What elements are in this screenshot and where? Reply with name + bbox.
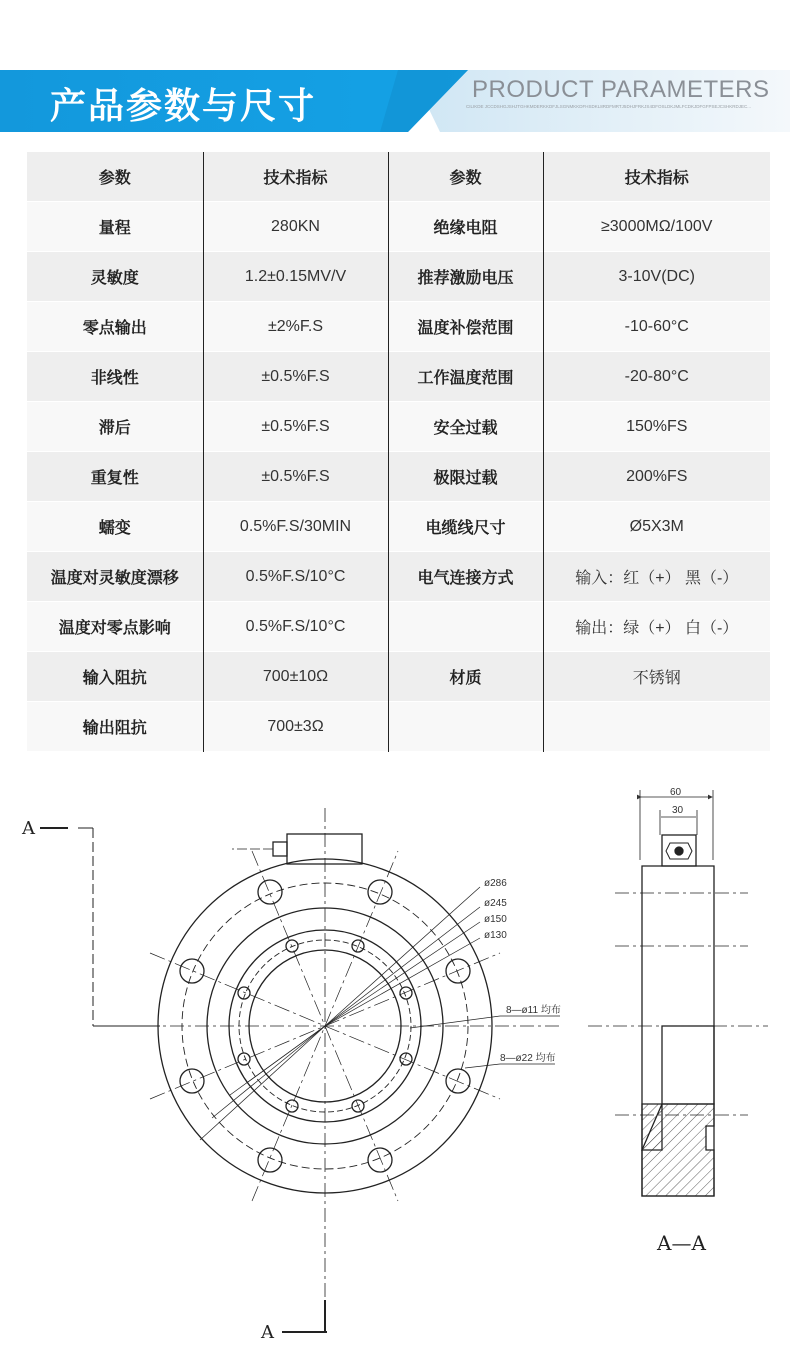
- param-name: 电缆线尺寸: [388, 502, 543, 552]
- dim-width-30: 30: [672, 805, 684, 816]
- param-value: -10-60°C: [543, 302, 770, 352]
- table-row: [27, 252, 770, 302]
- param-name: 工作温度范围: [388, 352, 543, 402]
- param-value: Ø5X3M: [543, 502, 770, 552]
- section-markers: [40, 828, 327, 1332]
- param-value: ±0.5%F.S: [203, 352, 388, 402]
- table-row: [27, 702, 770, 752]
- dim-d286: ø286: [484, 878, 507, 889]
- param-name: 温度对灵敏度漂移: [27, 552, 203, 602]
- dimension-drawing: [0, 760, 790, 1360]
- param-value: ≥3000MΩ/100V: [543, 202, 770, 252]
- page-title-en: PRODUCT PARAMETERS: [472, 76, 770, 103]
- header-cell: 参数: [27, 152, 203, 202]
- dim-holes-large: 8—ø22 均布: [500, 1053, 556, 1064]
- section-marker-top: A: [22, 818, 35, 839]
- table-row: [27, 452, 770, 502]
- param-name: [388, 702, 543, 752]
- parameters-table: [27, 152, 770, 752]
- param-name: 量程: [27, 202, 203, 252]
- param-value: 输入：红（+） 黑（-）: [543, 552, 770, 602]
- param-value: 150%FS: [543, 402, 770, 452]
- param-name: 材质: [388, 652, 543, 702]
- param-name: 重复性: [27, 452, 203, 502]
- param-name: 灵敏度: [27, 252, 203, 302]
- param-value: 700±3Ω: [203, 702, 388, 752]
- dim-holes-small: 8—ø11 均布: [506, 1005, 561, 1016]
- param-name: 非线性: [27, 352, 203, 402]
- param-value: -20-80°C: [543, 352, 770, 402]
- param-name: 推荐激励电压: [388, 252, 543, 302]
- param-name: 电气连接方式: [388, 552, 543, 602]
- dim-width-60: 60: [670, 787, 682, 798]
- param-value: ±2%F.S: [203, 302, 388, 352]
- table-row: [27, 602, 770, 652]
- dim-d150: ø150: [484, 914, 507, 925]
- table-row: [27, 502, 770, 552]
- banner-fine-print: CILIKDE JCCDSHGJSHJTGHKMDERKKDFJLSGNMKKDFHSDKL8RDFMRTJ5DHJFRKJS4DFOSLDKJMLFCDKJDFGFPSEJCSHKRDJEC...: [466, 104, 751, 109]
- param-value: 0.5%F.S/30MIN: [203, 502, 388, 552]
- param-value: ±0.5%F.S: [203, 402, 388, 452]
- param-name: 温度对零点影响: [27, 602, 203, 652]
- param-name: 温度补偿范围: [388, 302, 543, 352]
- param-value: 200%FS: [543, 452, 770, 502]
- section-view-label: A—A: [657, 1231, 706, 1255]
- param-value: 280KN: [203, 202, 388, 252]
- table-row: [27, 652, 770, 702]
- page-title: 产品参数与尺寸: [50, 86, 317, 127]
- param-value: 0.5%F.S/10°C: [203, 602, 388, 652]
- section-marker-bottom: A: [261, 1322, 274, 1343]
- param-value: 不锈钢: [543, 652, 770, 702]
- table-row: [27, 402, 770, 452]
- param-name: [388, 602, 543, 652]
- table-row: [27, 302, 770, 352]
- param-name: 安全过载: [388, 402, 543, 452]
- connector-plug: [273, 842, 287, 856]
- header-cell: 参数: [388, 152, 543, 202]
- table-header-row: [27, 152, 770, 202]
- param-name: 输入阻抗: [27, 652, 203, 702]
- header-cell: 技术指标: [203, 152, 388, 202]
- param-name: 滞后: [27, 402, 203, 452]
- param-value: 0.5%F.S/10°C: [203, 552, 388, 602]
- param-value: 700±10Ω: [203, 652, 388, 702]
- dim-d130: ø130: [484, 930, 507, 941]
- table-row: [27, 552, 770, 602]
- param-value: 输出：绿（+） 白（-）: [543, 602, 770, 652]
- table-row: [27, 202, 770, 252]
- param-name: 蠕变: [27, 502, 203, 552]
- param-name: 极限过载: [388, 452, 543, 502]
- dimension-labels: [484, 878, 561, 1064]
- dim-d245: ø245: [484, 898, 507, 909]
- param-value: 1.2±0.15MV/V: [203, 252, 388, 302]
- param-name: 输出阻抗: [27, 702, 203, 752]
- header-cell: 技术指标: [543, 152, 770, 202]
- param-name: 绝缘电阻: [388, 202, 543, 252]
- param-value: [543, 702, 770, 752]
- param-value: 3-10V(DC): [543, 252, 770, 302]
- param-name: 零点输出: [27, 302, 203, 352]
- section-view: [588, 790, 768, 1196]
- table-row: [27, 352, 770, 402]
- param-value: ±0.5%F.S: [203, 452, 388, 502]
